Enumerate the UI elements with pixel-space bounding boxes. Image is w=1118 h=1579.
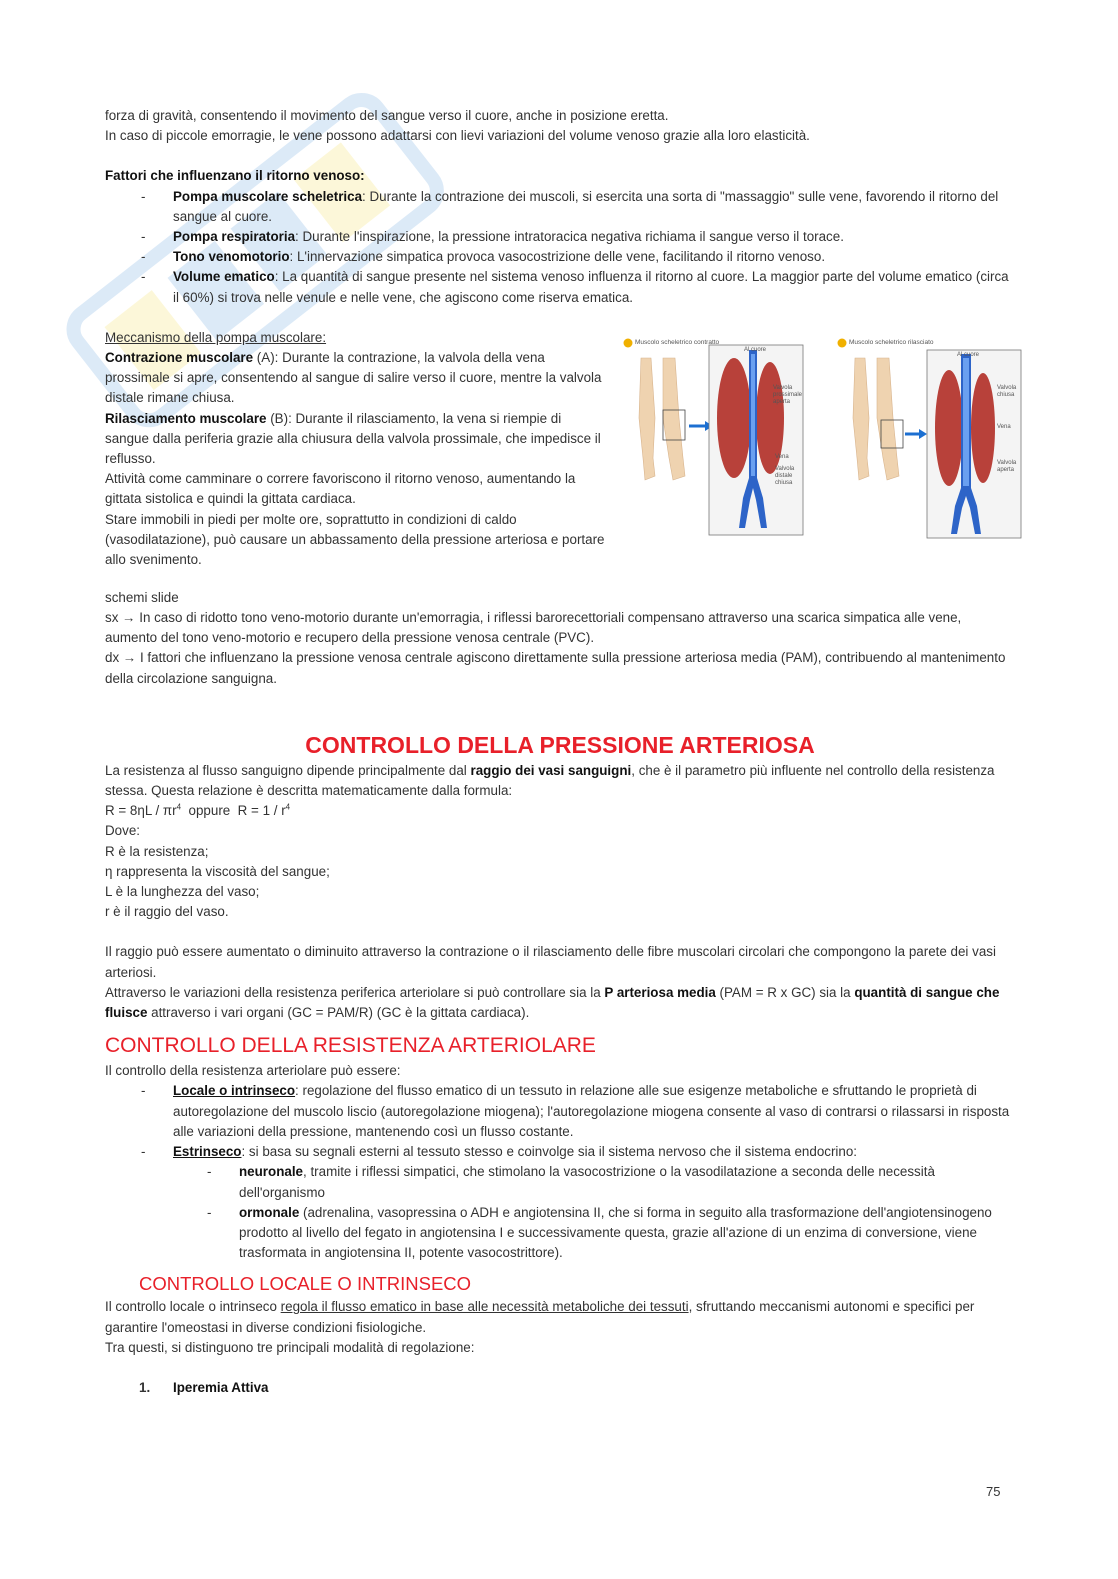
dove: Dove: [105, 823, 140, 839]
document-page [105, 106, 1015, 1398]
page-number: 75 [986, 1484, 1001, 1499]
heading-locale: CONTROLLO LOCALE O INTRINSECO [139, 1273, 472, 1295]
controllo-pa-p3: Attraverso le variazioni della resistenza periferica arteriolare si può controllare sia la P arteriosa media (PAM = R x GC) sia la quantità di sangue che fluisce attraverso i vari organi (GC = PAM/R) (GC è la gittata cardiaca). [105, 984, 1000, 1021]
pump-rilasciamento: Rilasciamento muscolare (B): Durante il rilasciamento, la vena si riempie di sangue dalla periferia grazie alla chiusura della valvola prossimale, che impedisce il reflusso. [105, 410, 601, 467]
def-l: L è la lunghezza del vaso; [105, 884, 260, 900]
figure-a-label-vena: Vena [775, 453, 789, 460]
heading-resistenza: CONTROLLO DELLA RESISTENZA ARTERIOLARE [105, 1034, 596, 1058]
resistenza-intro: Il controllo della resistenza arteriolare può essere: [105, 1063, 401, 1079]
schemi-sx: sx → In caso di ridotto tono veno-motorio durante un'emorragia, i riflessi barorecettoriali compensano attraverso una scarica simpatica alle vene, aumento del tono veno-motorio e recupero della pressione venosa centrale (PVC). [105, 610, 962, 646]
schemi-title: schemi slide [105, 589, 179, 605]
controllo-pa-p2: Il raggio può essere aumentato o diminuito attraverso la contrazione o il rilasciamento delle fibre muscolari circolari che compongono la parete dei vasi arteriosi. [105, 944, 996, 980]
resistenza-list [105, 1081, 1015, 1162]
pump-paragraph-3: Attività come camminare o correre favoriscono il ritorno venoso, aumentando la gittata sistolica e quindi la gittata cardiaca. [105, 471, 576, 507]
list-item: - ormonale (adrenalina, vasopressina o ADH e angiotensina II, che si forma in seguito alla trasformazione dell'angiotensinogeno prodotto al livello del fegato in angiotensina I e successivamente questa, grazie all'azione di un enzima di conversione, viene trasformata in angiotensina II, potente vasocostrittore). [105, 1203, 1015, 1264]
def-eta: η rappresenta la viscosità del sangue; [105, 863, 330, 879]
list-item: - Volume ematico: La quantità di sangue presente nel sistema venoso influenza il ritorno al cuore. La maggior parte del volume ematico (circa il 60%) si trova nelle venule e nelle vene, che agiscono come riserva ematica. [105, 267, 1015, 307]
muscle-pump-figure [623, 338, 1023, 543]
figure-b-caption: Muscolo scheletrico rilasciato [849, 338, 934, 346]
figure-panel-a [623, 338, 823, 543]
figure-b-label-valvola-aperta: Valvola aperta [997, 459, 1017, 473]
intro-line-1: forza di gravità, consentendo il movimento del sangue verso il cuore, anche in posizione eretta. [105, 108, 669, 123]
pump-title: Meccanismo della pompa muscolare: [105, 329, 327, 345]
pump-contrazione: Contrazione muscolare (A): Durante la contrazione, la valvola della vena prossimale si apre, consentendo al sangue di salire verso il cuore, mentre la valvola distale rimane chiusa. [105, 350, 602, 406]
list-item: - Pompa muscolare scheletrica: Durante la contrazione dei muscoli, si esercita una sorta di "massaggio" sulle vene, favorendo il ritorno del sangue al cuore. [105, 187, 1015, 227]
figure-panel-b [837, 338, 1027, 543]
figure-a-caption: Muscolo scheletrico contratto [635, 338, 720, 346]
figure-a-label-valvola-distale: Valvola distale chiusa [775, 465, 795, 486]
figure-b-label-al-cuore: Al cuore [957, 351, 980, 358]
list-item: - Locale o intrinseco: regolazione del flusso ematico di un tessuto in relazione alle sue esigenze metaboliche e sfruttando le proprietà di autoregolazione del muscolo liscio (autoregolazione miogena); l'autoregolazione miogena consente al vaso di contrarsi o rilassarsi in risposta alle variazioni della pressione, mantenendo così un flusso costante. [105, 1081, 1015, 1142]
fattori-title: Fattori che influenzano il ritorno venoso: [105, 168, 365, 184]
locale-p2: Tra questi, si distinguono tre principali modalità di regolazione: [105, 1339, 475, 1355]
intro-line-2: In caso di piccole emorragie, le vene possono adattarsi con lievi variazioni del volume venoso grazie alla loro elasticità. [105, 128, 810, 144]
def-r: R è la resistenza; [105, 843, 209, 859]
estrinseco-sublist [105, 1162, 1015, 1263]
pump-section [105, 328, 1015, 588]
locale-p1: Il controllo locale o intrinseco regola il flusso ematico in base alle necessità metaboliche dei tessuti, sfruttando meccanismi autonomi e specifici per garantire l'omeostasi in diverse condizioni fisiologiche. [105, 1299, 975, 1335]
list-item: - Estrinseco: si basa su segnali esterni al tessuto stesso e coinvolge sia il sistema nervoso che il sistema endocrino: [105, 1142, 1015, 1162]
figure-b-label-vena: Vena [997, 423, 1011, 430]
schemi-dx: dx → I fattori che influenzano la pressione venosa centrale agiscono direttamente sulla pressione arteriosa media (PAM), contribuendo al mantenimento della circolazione sanguigna. [105, 650, 1006, 686]
def-raggio: r è il raggio del vaso. [105, 904, 229, 920]
figure-b-label-valvola-chiusa: Valvola chiusa [997, 384, 1017, 398]
pump-paragraph-4: Stare immobili in piedi per molte ore, soprattutto in condizioni di caldo (vasodilatazione), può causare un abbassamento della pressione arteriosa e portare allo svenimento. [105, 511, 605, 568]
list-item: - Pompa respiratoria: Durante l'inspirazione, la pressione intratoracica negativa richiama il sangue verso il torace. [105, 227, 1015, 247]
figure-a-label-valvola-aperta: Valvola prossimale aperta [773, 384, 803, 405]
list-item: - Tono venomotorio: L'innervazione simpatica provoca vasocostrizione delle vene, facilitando il ritorno venoso. [105, 247, 1015, 267]
controllo-pa-p1: La resistenza al flusso sanguigno dipende principalmente dal raggio dei vasi sanguigni, che è il parametro più influente nel controllo della resistenza stessa. Questa relazione è descritta matematicamente dalla formula: [105, 762, 995, 799]
list-item: - neuronale, tramite i riflessi simpatici, che stimolano la vasocostrizione o la vasodilatazione a seconda delle necessità dell'organismo [105, 1162, 1015, 1202]
numbered-item-1: 1. Iperemia Attiva [139, 1379, 269, 1395]
heading-controllo-pa: CONTROLLO DELLA PRESSIONE ARTERIOSA [305, 731, 815, 758]
formula: $R = 8\eta L / \pi r^4$ oppure $R = 1 / r^4$ [105, 802, 291, 819]
figure-a-label-al-cuore: Al cuore [744, 346, 767, 353]
fattori-list [105, 187, 1015, 308]
